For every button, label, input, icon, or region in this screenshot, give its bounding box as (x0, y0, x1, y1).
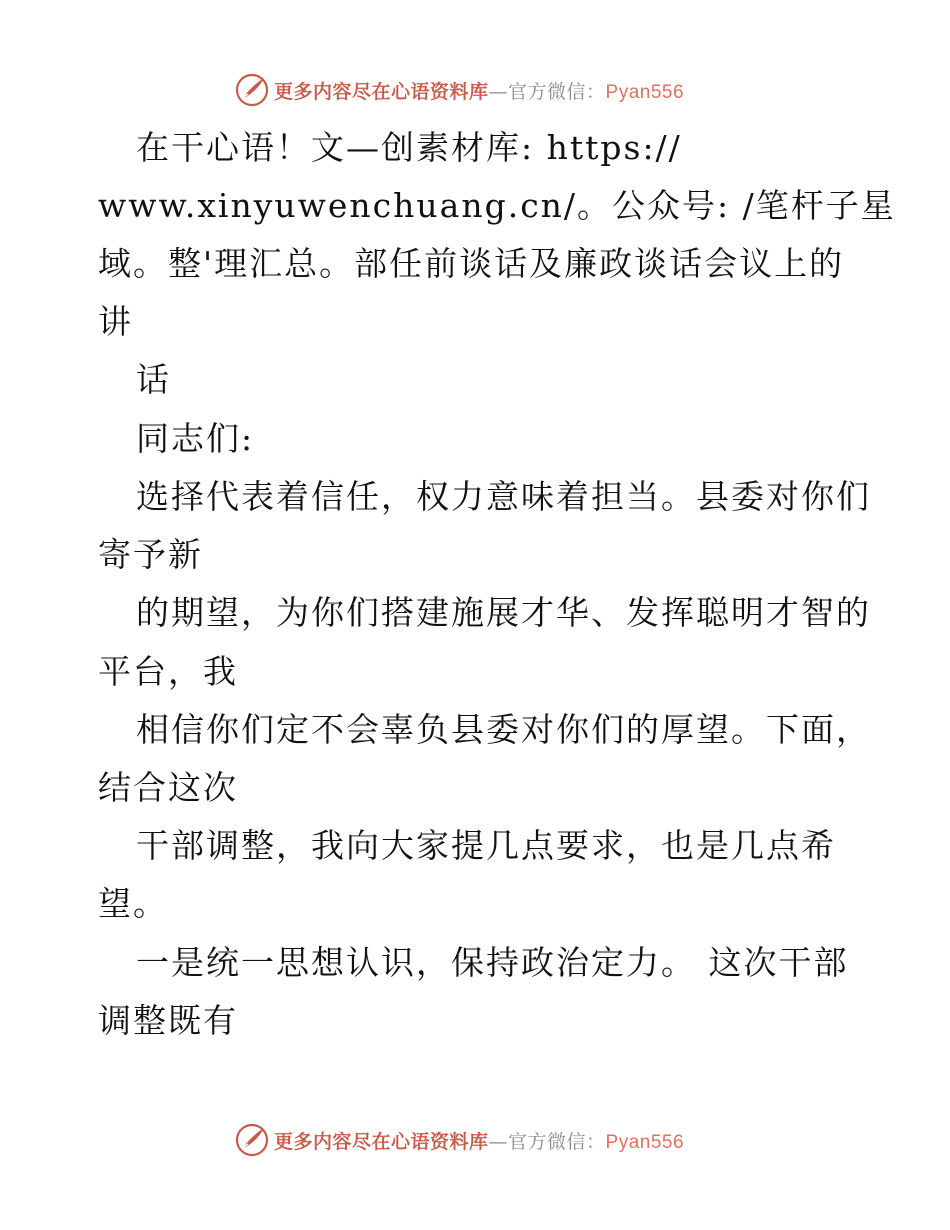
text-line: 干部调整，我向大家提几点要求，也是几点希 (136, 826, 836, 865)
text-line: 平台，我 (98, 652, 238, 691)
watermark-dash: — (488, 1130, 509, 1153)
text-line: 讲 (98, 302, 133, 341)
text-line: 相信你们定不会辜负县委对你们的厚望。下面， (136, 710, 871, 749)
text-line: 的期望，为你们搭建施展才华、发挥聪明才智的 (136, 593, 871, 632)
watermark-wechat-id: Pyan556 (605, 81, 685, 103)
watermark-brand: 更多内容尽在心语资料库 (274, 1130, 489, 1153)
text-line: 一是统一思想认识，保持政治定力。 这次干部 (136, 943, 849, 982)
text-line: 结合这次 (98, 768, 238, 807)
footer-watermark (234, 1120, 684, 1160)
header-watermark (234, 70, 684, 110)
watermark-wechat-id: Pyan556 (605, 1131, 685, 1153)
watermark-brand: 更多内容尽在心语资料库 (274, 80, 489, 103)
salutation: 同志们: (136, 419, 255, 458)
quill-logo-icon (234, 1122, 270, 1158)
watermark-dash: — (488, 80, 509, 103)
text-line: 在干心语！文—创素材库: https:// (136, 128, 682, 167)
text-line: 选择代表着信任，权力意味着担当。县委对你们 (136, 477, 871, 516)
watermark-official: 官方微信： (508, 80, 606, 103)
text-line: 话 (136, 360, 171, 399)
watermark-official: 官方微信： (508, 1130, 606, 1153)
quill-logo-icon (234, 72, 270, 108)
text-line: www.xinyuwenchuang.cn/。公众号: /笔杆子星 (98, 186, 896, 225)
text-line: 寄予新 (98, 535, 203, 574)
text-line: 域。整'理汇总。部任前谈话及廉政谈话会议上的 (98, 244, 845, 283)
text-line: 调整既有 (98, 1001, 238, 1040)
text-line: 望。 (98, 884, 168, 923)
